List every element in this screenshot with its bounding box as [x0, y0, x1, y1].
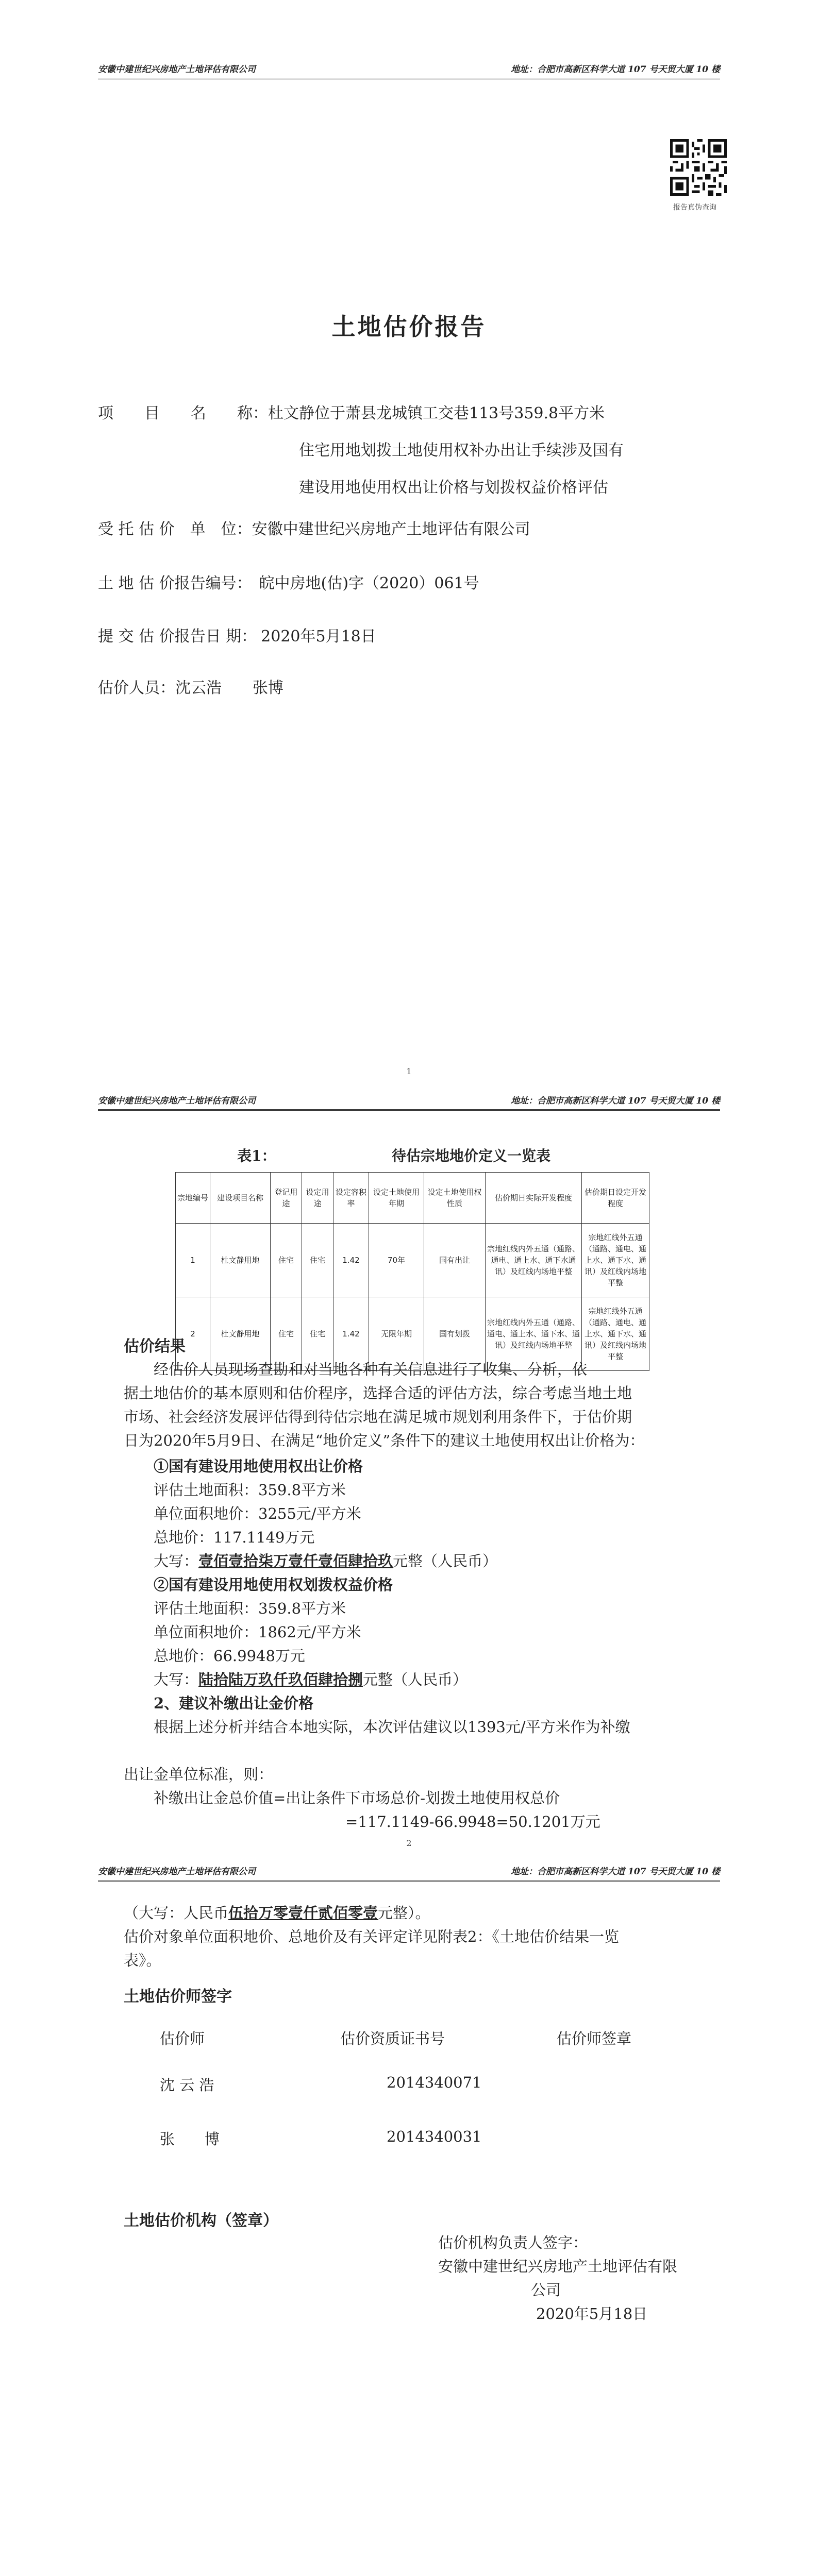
page-number-1: 1 — [406, 1066, 412, 1076]
org-title: 土地估价机构（签章） — [124, 2212, 278, 2230]
cell: 国有划拨 — [424, 1297, 486, 1371]
intro-line-4: 日为2020年5月9日、在满足“地价定义”条件下的建议土地使用权出让价格为： — [124, 1432, 645, 1449]
cell: 住宅 — [271, 1224, 302, 1297]
qr-caption: 报告真伪查询 — [673, 204, 716, 212]
item3-title: 2、建议补缴出让金价格 — [154, 1694, 314, 1712]
cell: 1.42 — [333, 1297, 369, 1371]
cell: 国有出让 — [424, 1224, 486, 1297]
cell: 住宅 — [302, 1297, 333, 1371]
th-set-dev: 估价期日设定开发程度 — [582, 1173, 649, 1224]
page-header-2 — [98, 1093, 720, 1111]
cell: 杜文静用地 — [210, 1297, 271, 1371]
submit-date-value: 2020年5月18日 — [261, 628, 376, 646]
cell: 宗地红线外五通（通路、通电、通上水、通下水、通讯）及红线内场地平整 — [582, 1224, 649, 1297]
item2-area: 评估土地面积：359.8平方米 — [154, 1600, 346, 1617]
parcel-definition-table — [175, 1172, 649, 1371]
org-name-2: 公司 — [531, 2281, 561, 2299]
appraiser-2-cert: 2014340031 — [387, 2128, 482, 2145]
intro-line-1: 经估价人员现场查勘和对当地各种有关信息进行了收集、分析，依 — [154, 1361, 588, 1378]
project-line-3: 建设用地使用权出让价格与划拨权益价格评估 — [299, 479, 608, 497]
item3-text-1: 根据上述分析并结合本地实际，本次评估建议以1393元/平方米作为补缴 — [154, 1718, 630, 1736]
header-address: 地址：合肥市高新区科学大道 107 号天贸大厦 10 楼 — [511, 64, 720, 75]
appraisers-value: 沈云浩 张博 — [175, 679, 283, 697]
appraiser-2-name: 张 博 — [160, 2130, 220, 2148]
cell: 宗地红线外五通（通路、通电、通上水、通下水、通讯）及红线内场地平整 — [582, 1297, 649, 1371]
appraiser-1-cert: 2014340071 — [387, 2074, 482, 2091]
appraisers-label: 估价人员： — [98, 679, 175, 697]
cell: 住宅 — [271, 1297, 302, 1371]
header-company: 安徽中建世纪兴房地产土地评估有限公司 — [98, 1867, 256, 1877]
item3-text-2: 出让金单位标准，则： — [124, 1766, 274, 1783]
result-title: 估价结果 — [124, 1337, 186, 1355]
item2-unit-price: 单位面积地价：1862元/平方米 — [154, 1623, 361, 1641]
cell: 无限年期 — [369, 1297, 424, 1371]
item1-caps: 壹佰壹拾柒万壹仟壹佰肆拾玖 — [198, 1552, 393, 1570]
cell: 宗地红线内外五通（通路、通电、通上水、通下水通讯）及红线内场地平整 — [486, 1224, 582, 1297]
th-registered-use: 登记用途 — [271, 1173, 302, 1224]
header-company: 安徽中建世纪兴房地产土地评估有限公司 — [98, 64, 256, 75]
item2-caps-line — [154, 1668, 630, 1691]
item2-caps-suffix: 元整（人民币） — [363, 1671, 468, 1688]
submit-date-label: 提 交 估 价报告日 期： — [98, 628, 257, 646]
table-header-row — [176, 1173, 649, 1224]
header-address: 地址：合肥市高新区科学大道 107 号天贸大厦 10 楼 — [511, 1867, 720, 1877]
page-header-3 — [98, 1864, 720, 1882]
table-caption: 表1： — [237, 1147, 276, 1164]
result-intro — [124, 1358, 644, 1452]
th-set-use: 设定用途 — [302, 1173, 333, 1224]
project-line-2: 住宅用地划拨土地使用权补办出让手续涉及国有 — [299, 442, 624, 460]
caps-total-block — [124, 1901, 619, 1972]
col-sign: 估价师签章 — [557, 2030, 632, 2047]
item1-caps-line — [154, 1549, 630, 1573]
col-cert: 估价资质证书号 — [340, 2030, 445, 2047]
report-no-label: 土 地 估 价报告编号： — [98, 574, 252, 592]
caps-total: 伍拾万零壹仟贰佰零壹 — [228, 1904, 378, 1922]
cell: 宗地红线内外五通（通路、通电、通上水、通下水、通讯）及红线内场地平整 — [486, 1297, 582, 1371]
th-term: 设定土地使用年期 — [369, 1173, 424, 1224]
item2-title: ②国有建设用地使用权划拨权益价格 — [154, 1576, 393, 1594]
item3-block — [124, 1762, 600, 1834]
page-number-2: 2 — [406, 1838, 412, 1848]
report-no-value: 皖中房地(估)字（2020）061号 — [259, 574, 479, 592]
col-appraiser: 估价师 — [160, 2030, 205, 2047]
qr-code-icon[interactable] — [670, 139, 727, 196]
submit-date-row — [98, 626, 376, 647]
th-right-nature: 设定土地使用权性质 — [424, 1173, 486, 1224]
intro-line-3: 市场、社会经济发展评估得到待估宗地在满足城市规划利用条件下，于估价期 — [124, 1408, 632, 1426]
appraiser-1-name: 沈 云 浩 — [160, 2076, 214, 2094]
item1-caps-prefix: 大写： — [154, 1552, 199, 1570]
cell: 住宅 — [302, 1224, 333, 1297]
table-title: 待估宗地地价定义一览表 — [392, 1147, 551, 1164]
caps-total-line — [124, 1901, 619, 1925]
th-far: 设定容积率 — [333, 1173, 369, 1224]
org-name-1: 安徽中建世纪兴房地产土地评估有限 — [438, 2258, 678, 2275]
client-value: 安徽中建世纪兴房地产土地评估有限公司 — [252, 520, 530, 538]
item1-unit-price: 单位面积地价：3255元/平方米 — [154, 1505, 361, 1522]
report-title: 土地估价报告 — [331, 313, 487, 341]
project-row — [98, 403, 605, 424]
note-line-1: 估价对象单位面积地价、总地价及有关评定详见附表2：《土地估价结果一览 — [124, 1928, 619, 1945]
item1-block — [154, 1454, 630, 1739]
item3-formula-1: 补缴出让金总价值=出让条件下市场总价-划拨土地使用权总价 — [154, 1789, 560, 1807]
project-label: 项 目 名 称： — [98, 404, 268, 422]
cell: 杜文静用地 — [210, 1224, 271, 1297]
report-no-row — [98, 573, 479, 594]
header-company: 安徽中建世纪兴房地产土地评估有限公司 — [98, 1096, 256, 1106]
cell: 2 — [176, 1297, 210, 1371]
item1-total: 总地价：117.1149万元 — [154, 1529, 315, 1546]
item1-area: 评估土地面积：359.8平方米 — [154, 1481, 346, 1499]
cell: 1 — [176, 1224, 210, 1297]
intro-line-2: 据土地估价的基本原则和估价程序，选择合适的评估方法，综合考虑当地土地 — [124, 1384, 632, 1402]
note-line-2: 表》。 — [124, 1952, 161, 1969]
th-project-name: 建设项目名称 — [210, 1173, 271, 1224]
org-head: 估价机构负责人签字： — [438, 2234, 588, 2251]
cell: 1.42 — [333, 1224, 369, 1297]
header-address: 地址：合肥市高新区科学大道 107 号天贸大厦 10 楼 — [511, 1096, 720, 1106]
caps-total-prefix: （大写：人民币 — [124, 1904, 229, 1922]
table-row — [176, 1224, 649, 1297]
item2-total: 总地价：66.9948万元 — [154, 1647, 305, 1665]
sign-title: 土地估价师签字 — [124, 1988, 232, 2006]
item2-caps: 陆拾陆万玖仟玖佰肆拾捌 — [198, 1671, 363, 1688]
project-line-1: 杜文静位于萧县龙城镇工交巷113号359.8平方米 — [268, 404, 605, 422]
item1-caps-suffix: 元整（人民币） — [393, 1552, 498, 1570]
appraisers-row — [98, 678, 283, 699]
item2-caps-prefix: 大写： — [154, 1671, 199, 1688]
item3-formula-2: =117.1149-66.9948=50.1201万元 — [345, 1813, 600, 1831]
page-1 — [0, 0, 818, 1077]
org-date: 2020年5月18日 — [536, 2305, 648, 2323]
org-block — [438, 2231, 677, 2326]
cell: 70年 — [369, 1224, 424, 1297]
client-row — [98, 519, 530, 540]
page-header — [98, 62, 720, 79]
th-actual-dev: 估价期日实际开发程度 — [486, 1173, 582, 1224]
client-label: 受 托 估 价 单 位： — [98, 520, 252, 538]
item1-title: ①国有建设用地使用权出让价格 — [154, 1458, 363, 1475]
th-parcel-no: 宗地编号 — [176, 1173, 210, 1224]
caps-total-suffix: 元整）。 — [378, 1904, 430, 1922]
